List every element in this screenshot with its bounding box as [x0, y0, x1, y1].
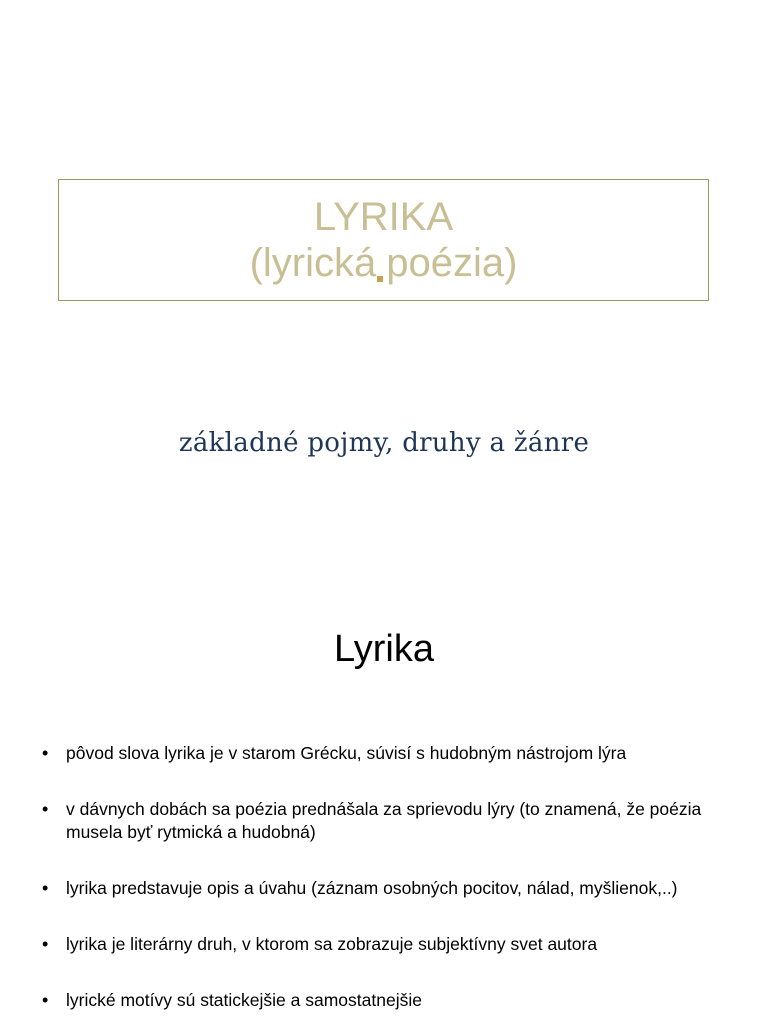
slide-title: Lyrika	[334, 628, 434, 670]
title-line-2-part-1: (lyrická	[249, 241, 377, 285]
bullet-item	[42, 933, 732, 956]
bullet-item	[42, 877, 732, 900]
bullet-text: lyrika predstavuje opis a úvahu (záznam osobných pocitov, nálad, myšlienok,..)	[66, 878, 678, 898]
content-slide	[0, 576, 768, 1024]
bullet-icon: •	[42, 878, 49, 898]
bullet-list	[42, 742, 732, 1012]
title-box	[58, 179, 709, 301]
title-line-1: LYRIKA	[313, 195, 454, 239]
bullet-item	[42, 742, 732, 765]
bullet-icon: •	[42, 743, 49, 763]
subtitle: základné pojmy, druhy a žánre	[178, 428, 590, 458]
bullet-item	[42, 798, 732, 844]
title-line-2-part-2: poézia)	[386, 241, 518, 285]
bullet-text: v dávnych dobách sa poézia prednášala za sprievodu lýry (to znamená, že poézia musela byť rytmická a hudobná)	[66, 799, 702, 842]
bullet-icon: •	[42, 799, 49, 819]
title-line-2	[59, 240, 708, 286]
bullet-item	[42, 989, 732, 1012]
bullet-text: lyrika je literárny druh, v ktorom sa zobrazuje subjektívny svet autora	[66, 934, 598, 954]
bullet-text: pôvod slova lyrika je v starom Grécku, súvisí s hudobným nástrojom lýra	[66, 743, 627, 763]
bullet-icon: •	[42, 934, 49, 954]
bullet-text: lyrické motívy sú statickejšie a samostatnejšie	[66, 990, 422, 1010]
bullet-icon: •	[42, 990, 49, 1010]
